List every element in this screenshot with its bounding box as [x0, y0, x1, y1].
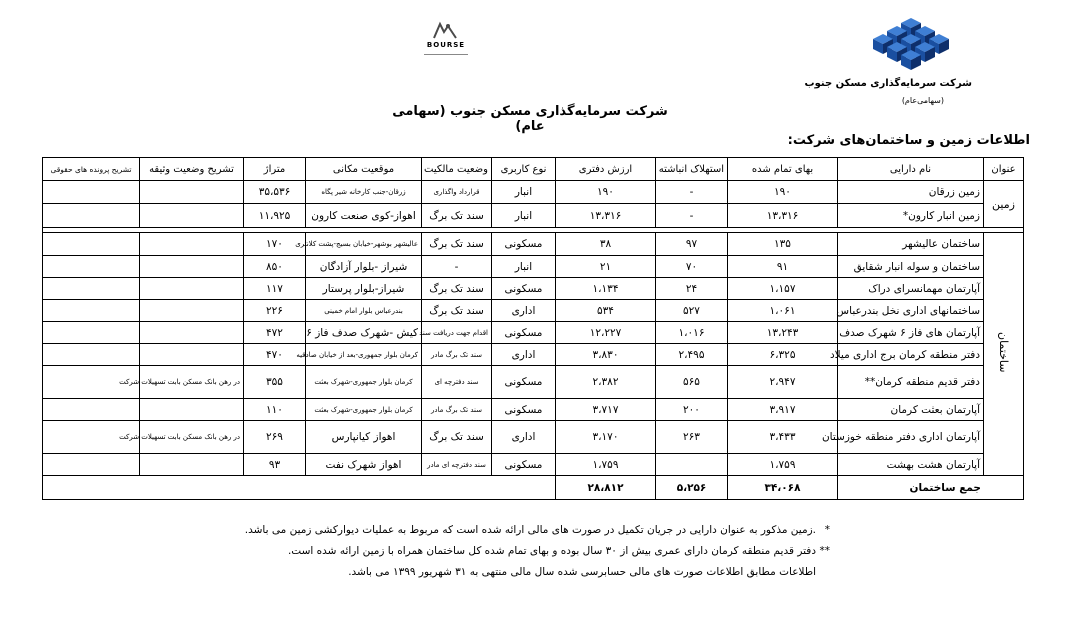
header-title: عنوان: [984, 158, 1024, 181]
footnote-marker: *: [824, 524, 830, 536]
group-label-text: زمین: [992, 197, 1015, 211]
cell-cost: ۹۱: [728, 256, 838, 278]
table-row: [43, 204, 1024, 228]
cell-cost: ۱۳،۲۴۳: [728, 322, 838, 344]
cell-ownership: سند دفترچه ای: [422, 366, 492, 399]
cell-asset-name: زمین زرقان: [838, 181, 984, 204]
footnote-marker: **: [819, 545, 830, 557]
cell-ownership: اقدام جهت دریافت سند: [422, 322, 492, 344]
cell-cost: ۳،۴۳۳: [728, 421, 838, 454]
cell-ownership: سند تک برگ: [422, 300, 492, 322]
cell-legal: [43, 344, 140, 366]
cell-ownership: سند تک برگ: [422, 421, 492, 454]
cell-book-value: ۲۱: [556, 256, 656, 278]
cell-collateral: در رهن بانک مسکن بابت تسهیلات شرکت: [140, 366, 244, 399]
cell-book-value: ۳،۱۷۰: [556, 421, 656, 454]
header-legal: تشریح پرونده های حقوقی: [43, 158, 140, 181]
building-section: [43, 233, 1024, 476]
bourse-logo-text: BOURSE: [426, 41, 466, 49]
cell-area: ۳۵۵: [244, 366, 306, 399]
cell-location: زرقان-جنب کارخانه شیر پگاه: [306, 181, 422, 204]
cell-usage: مسکونی: [492, 278, 556, 300]
cell-book-value: ۵۳۴: [556, 300, 656, 322]
header-location: موقعیت مکانی: [306, 158, 422, 181]
cell-depreciation: ۷۰: [656, 256, 728, 278]
cell-usage: مسکونی: [492, 233, 556, 256]
cell-ownership: سند تک برگ مادر: [422, 344, 492, 366]
cell-usage: اداری: [492, 421, 556, 454]
cell-depreciation: ۲۴: [656, 278, 728, 300]
cell-book-value: ۱۹۰: [556, 181, 656, 204]
footnote-text: .زمین مذکور به عنوان دارایی در جریان تکمیل در صورت های مالی ارائه شده است که مربوط به عملیات دیوارکشی زمین می باشد.: [244, 524, 816, 536]
bourse-logo: [420, 22, 472, 62]
header-book-value: ارزش دفتری: [556, 158, 656, 181]
total-book-value: ۲۸،۸۱۲: [556, 476, 656, 500]
cell-collateral: [140, 454, 244, 476]
cell-asset-name: آپارتمان مهمانسرای دراک: [838, 278, 984, 300]
cell-usage: انبار: [492, 181, 556, 204]
cell-usage: انبار: [492, 256, 556, 278]
total-depreciation: ۵،۲۵۶: [656, 476, 728, 500]
cell-cost: ۱۹۰: [728, 181, 838, 204]
cell-book-value: ۳،۸۳۰: [556, 344, 656, 366]
cell-cost: ۶،۳۲۵: [728, 344, 838, 366]
cell-cost: ۱،۰۶۱: [728, 300, 838, 322]
cell-ownership: قرارداد واگذاری: [422, 181, 492, 204]
cell-asset-name: ساختمان و سوله انبار شقایق: [838, 256, 984, 278]
footnote-text: دفتر قدیم منطقه کرمان دارای عمری بیش از ۳۰ سال بوده و بهای تمام شده کل ساختمان همراه با زمین ارائه شده است.: [287, 545, 816, 557]
cell-legal: [43, 300, 140, 322]
footnote-1: [245, 520, 830, 541]
cell-depreciation: [656, 454, 728, 476]
cell-ownership: سند تک برگ: [422, 233, 492, 256]
cell-legal: [43, 399, 140, 421]
cell-book-value: ۳،۷۱۷: [556, 399, 656, 421]
logo-company-type: (سهامی‌عام): [901, 96, 944, 105]
bourse-logo-underline: [424, 52, 468, 57]
page-title: شرکت سرمایه‌گذاری مسکن جنوب (سهامی عام): [392, 104, 668, 134]
cell-area: ۸۵۰: [244, 256, 306, 278]
total-row: [43, 476, 1024, 500]
section-title: اطلاعات زمین و ساختمان‌های شرکت:: [787, 133, 1030, 148]
cell-area: ۱۱۷: [244, 278, 306, 300]
cell-ownership: -: [422, 256, 492, 278]
cell-asset-name: ساختمانهای اداری نخل بندرعباس: [838, 300, 984, 322]
table-row: [43, 278, 1024, 300]
cell-location: شیراز -بلوار آزادگان: [306, 256, 422, 278]
cell-area: ۲۲۶: [244, 300, 306, 322]
cell-depreciation: ۲۶۳: [656, 421, 728, 454]
cell-cost: ۲،۹۴۷: [728, 366, 838, 399]
cell-depreciation: -: [656, 181, 728, 204]
cell-asset-name: ساختمان عالیشهر: [838, 233, 984, 256]
cell-asset-name: آپارتمان های فاز ۶ شهرک صدف: [838, 322, 984, 344]
cell-usage: اداری: [492, 300, 556, 322]
table-row: [43, 454, 1024, 476]
cell-location: کرمان بلوار جمهوری-شهرک بعثت: [306, 366, 422, 399]
cell-ownership: سند تک برگ: [422, 204, 492, 228]
cell-location: کرمان بلوار جمهوری-شهرک بعثت: [306, 399, 422, 421]
cell-book-value: ۱،۷۵۹: [556, 454, 656, 476]
header-ownership: وضعیت مالکیت: [422, 158, 492, 181]
table-header-row: [43, 158, 1024, 181]
cell-asset-name: زمین انبار کارون*: [838, 204, 984, 228]
cell-usage: مسکونی: [492, 366, 556, 399]
cell-book-value: ۲،۳۸۲: [556, 366, 656, 399]
cell-legal: [43, 204, 140, 228]
assets-table: [42, 157, 1024, 500]
footnote-text: اطلاعات مطابق اطلاعات صورت های مالی حسابرسی شده سال مالی منتهی به ۳۱ شهریور ۱۳۹۹ می باشد.: [348, 566, 816, 578]
logo-company-name: شرکت سرمایه‌گذاری مسکن جنوب: [804, 78, 972, 89]
cell-cost: ۱،۱۵۷: [728, 278, 838, 300]
header-usage: نوع کاربری: [492, 158, 556, 181]
header-area: متراژ: [244, 158, 306, 181]
cell-book-value: ۱۳،۳۱۶: [556, 204, 656, 228]
table-row: [43, 366, 1024, 399]
group-label-text: ساختمان: [997, 332, 1010, 373]
cell-collateral: [140, 181, 244, 204]
cubes-logo-icon: [868, 14, 954, 74]
cell-legal: [43, 454, 140, 476]
table-row: [43, 181, 1024, 204]
cell-cost: ۳،۹۱۷: [728, 399, 838, 421]
cell-area: ۳۵،۵۳۶: [244, 181, 306, 204]
cell-cost: ۱۳۵: [728, 233, 838, 256]
cell-usage: مسکونی: [492, 322, 556, 344]
cell-location: شیراز-بلوار پرستار: [306, 278, 422, 300]
cell-depreciation: ۹۷: [656, 233, 728, 256]
cell-asset-name: آپارتمان بعثت کرمان: [838, 399, 984, 421]
cell-collateral: [140, 233, 244, 256]
cell-collateral: [140, 204, 244, 228]
cell-collateral: [140, 278, 244, 300]
footnote-3: [245, 562, 830, 583]
cell-legal: [43, 278, 140, 300]
cell-usage: اداری: [492, 344, 556, 366]
cell-book-value: ۱۲،۲۲۷: [556, 322, 656, 344]
cell-location: اهواز شهرک نفت: [306, 454, 422, 476]
cell-collateral: [140, 256, 244, 278]
cell-ownership: سند تک برگ: [422, 278, 492, 300]
cell-collateral: [140, 344, 244, 366]
total-label: جمع ساختمان: [838, 476, 1024, 500]
cell-legal: [43, 233, 140, 256]
cell-depreciation: -: [656, 204, 728, 228]
cell-asset-name: دفتر قدیم منطقه کرمان**: [838, 366, 984, 399]
header-asset-name: نام دارایی: [838, 158, 984, 181]
cell-collateral: [140, 399, 244, 421]
table-row: [43, 421, 1024, 454]
cell-legal: [43, 322, 140, 344]
cell-usage: مسکونی: [492, 399, 556, 421]
cell-location: بندرعباس بلوار امام خمینی: [306, 300, 422, 322]
cell-location: اهواز-کوی صنعت کارون: [306, 204, 422, 228]
header-collateral: تشریح وضعیت وثیقه: [140, 158, 244, 181]
header-cost: بهای تمام شده: [728, 158, 838, 181]
cell-location: اهواز کیانپارس: [306, 421, 422, 454]
cell-depreciation: ۲،۴۹۵: [656, 344, 728, 366]
land-section: [43, 181, 1024, 228]
cell-location: کرمان بلوار جمهوری-بعد از خیابان صادقیه: [306, 344, 422, 366]
cell-area: ۴۷۰: [244, 344, 306, 366]
cell-area: ۹۳: [244, 454, 306, 476]
cell-cost: ۱،۷۵۹: [728, 454, 838, 476]
table-row: [43, 300, 1024, 322]
total-cost: ۳۴،۰۶۸: [728, 476, 838, 500]
cell-legal: [43, 256, 140, 278]
cell-book-value: ۱،۱۳۴: [556, 278, 656, 300]
cell-area: ۱۱۰: [244, 399, 306, 421]
cell-depreciation: ۵۶۵: [656, 366, 728, 399]
bourse-mark-icon: [430, 22, 460, 40]
total-empty: [43, 476, 556, 500]
cell-location: کیش -شهرک صدف فاز ۶: [306, 322, 422, 344]
table-row: [43, 256, 1024, 278]
company-logo: [804, 12, 978, 105]
cell-collateral: در رهن بانک مسکن بابت تسهیلات شرکت: [140, 421, 244, 454]
cell-book-value: ۳۸: [556, 233, 656, 256]
group-label: [984, 233, 1024, 476]
cell-collateral: [140, 300, 244, 322]
footnote-2: [245, 541, 830, 562]
header-depreciation: استهلاک انباشته: [656, 158, 728, 181]
cell-collateral: [140, 322, 244, 344]
cell-location: عالیشهر بوشهر-خیابان بسیج-پشت کلانتری: [306, 233, 422, 256]
cell-area: ۱۱،۹۲۵: [244, 204, 306, 228]
table-row: [43, 399, 1024, 421]
table-row: [43, 344, 1024, 366]
cell-area: ۲۶۹: [244, 421, 306, 454]
table-row: [43, 322, 1024, 344]
cell-usage: مسکونی: [492, 454, 556, 476]
cell-depreciation: ۲۰۰: [656, 399, 728, 421]
cell-asset-name: دفتر منطقه کرمان برج اداری میلاد: [838, 344, 984, 366]
cell-ownership: سند دفترچه ای مادر: [422, 454, 492, 476]
cell-asset-name: آپارتمان هشت بهشت: [838, 454, 984, 476]
group-label: [984, 181, 1024, 228]
cell-asset-name: آپارتمان اداری دفتر منطقه خوزستان: [838, 421, 984, 454]
footnotes: [245, 520, 830, 583]
cell-legal: [43, 181, 140, 204]
cell-depreciation: ۱،۰۱۶: [656, 322, 728, 344]
cell-usage: انبار: [492, 204, 556, 228]
cell-ownership: سند تک برگ مادر: [422, 399, 492, 421]
table-row: [43, 233, 1024, 256]
cell-depreciation: ۵۲۷: [656, 300, 728, 322]
cell-cost: ۱۳،۳۱۶: [728, 204, 838, 228]
cell-area: ۱۷۰: [244, 233, 306, 256]
cell-area: ۴۷۲: [244, 322, 306, 344]
